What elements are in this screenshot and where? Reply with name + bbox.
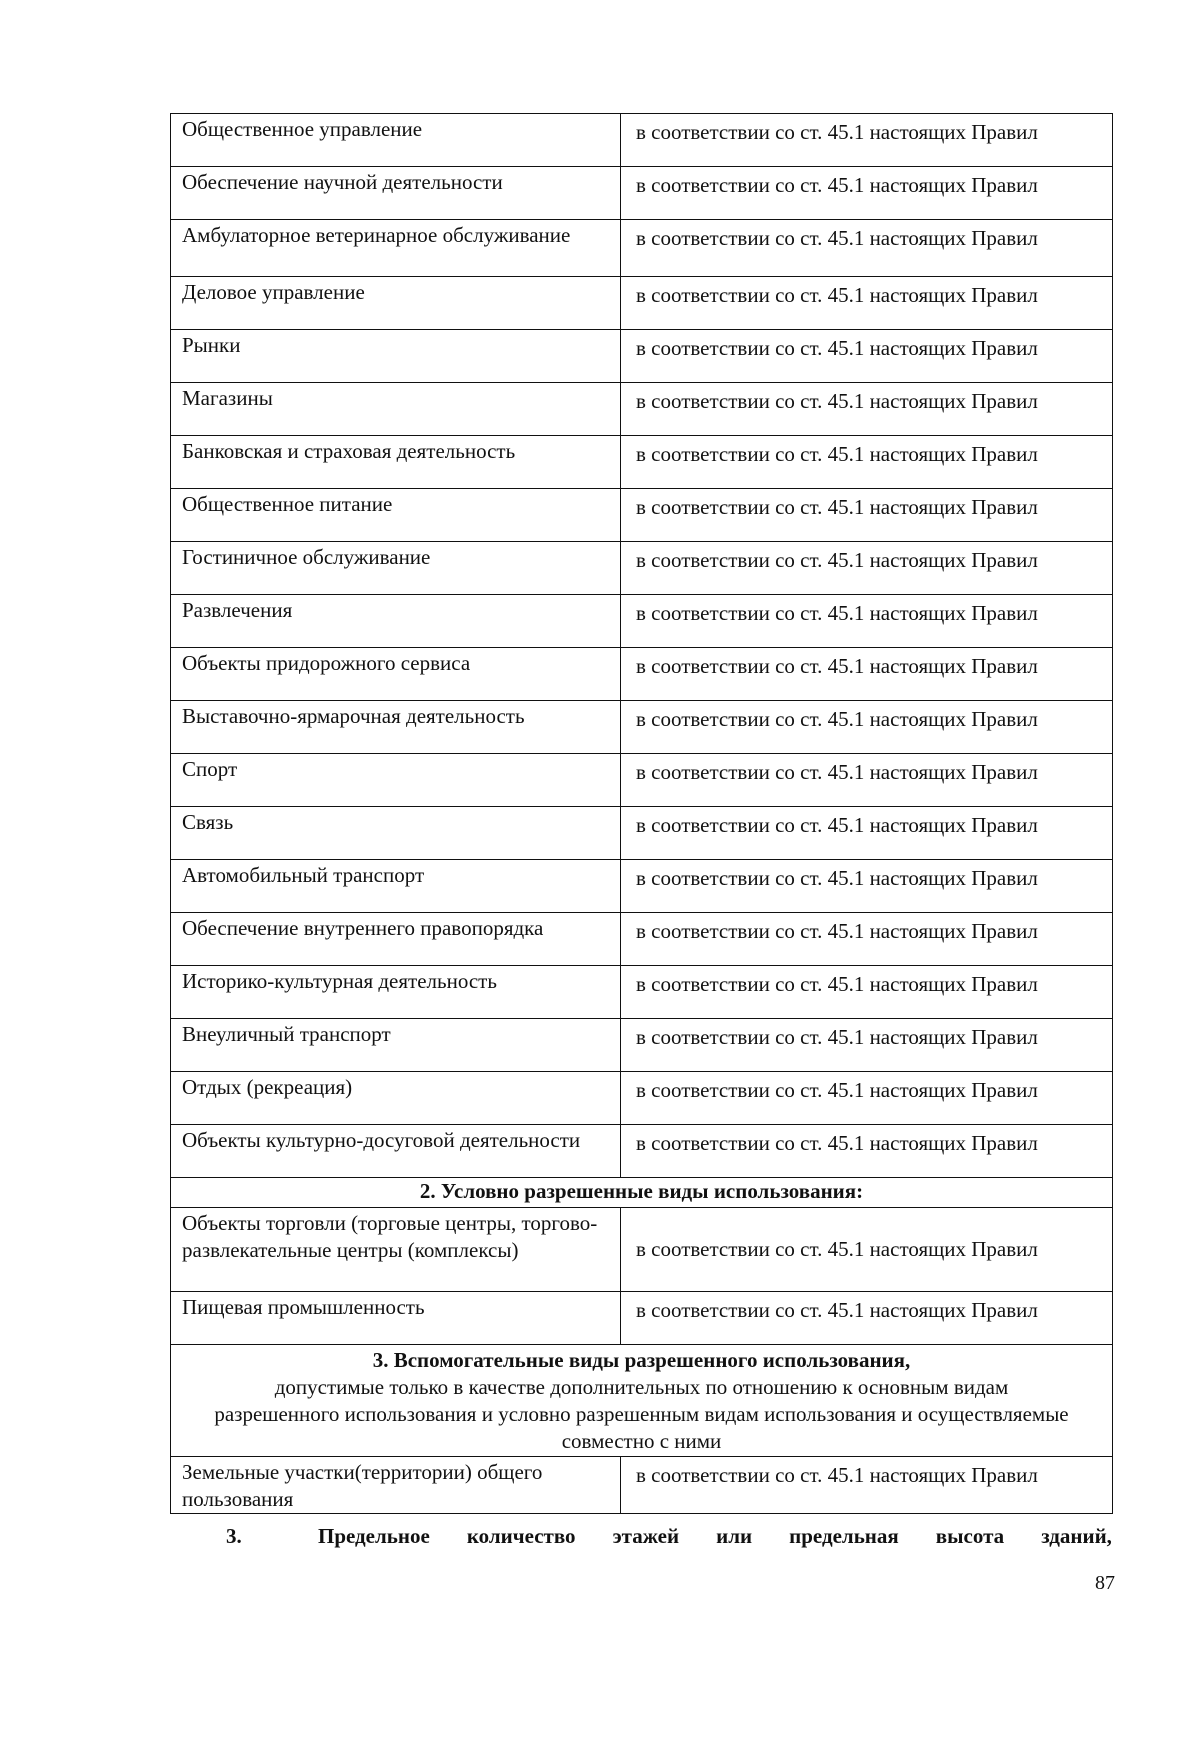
- use-reference: в соответствии со ст. 45.1 настоящих Правил: [621, 1292, 1113, 1345]
- use-reference: в соответствии со ст. 45.1 настоящих Правил: [621, 913, 1113, 966]
- use-reference: в соответствии со ст. 45.1 настоящих Правил: [621, 701, 1113, 754]
- use-name: Амбулаторное ветеринарное обслуживание: [171, 220, 621, 277]
- use-reference: в соответствии со ст. 45.1 настоящих Правил: [621, 648, 1113, 701]
- land-use-table: [170, 113, 1113, 1514]
- table-row: [171, 330, 1113, 383]
- table-row: [171, 436, 1113, 489]
- use-name: Магазины: [171, 383, 621, 436]
- section-header-row: [171, 1178, 1113, 1208]
- use-reference: в соответствии со ст. 45.1 настоящих Правил: [621, 383, 1113, 436]
- item3-word: или: [716, 1524, 753, 1548]
- use-reference: в соответствии со ст. 45.1 настоящих Правил: [621, 542, 1113, 595]
- table-row: [171, 1072, 1113, 1125]
- use-name: Внеуличный транспорт: [171, 1019, 621, 1072]
- use-name: Историко-культурная деятельность: [171, 966, 621, 1019]
- main-uses-body: [171, 114, 1113, 1514]
- table-row: [171, 966, 1113, 1019]
- use-name: Выставочно-ярмарочная деятельность: [171, 701, 621, 754]
- use-name: Развлечения: [171, 595, 621, 648]
- use-reference: в соответствии со ст. 45.1 настоящих Правил: [621, 220, 1113, 277]
- use-reference: в соответствии со ст. 45.1 настоящих Правил: [621, 277, 1113, 330]
- table-row: [171, 701, 1113, 754]
- item3-word: высота: [935, 1524, 1005, 1548]
- use-name: Автомобильный транспорт: [171, 860, 621, 913]
- use-reference: в соответствии со ст. 45.1 настоящих Правил: [621, 1072, 1113, 1125]
- item3-word: количество: [466, 1524, 576, 1548]
- table-row: [171, 913, 1113, 966]
- table-row: [171, 1019, 1113, 1072]
- use-name: Объекты торговли (торговые центры, торгово-развлекательные центры (комплексы): [171, 1208, 621, 1292]
- use-name: Гостиничное обслуживание: [171, 542, 621, 595]
- item3-number: 3.: [226, 1524, 242, 1548]
- use-reference: в соответствии со ст. 45.1 настоящих Правил: [621, 114, 1113, 167]
- table-row: [171, 754, 1113, 807]
- table-row: [171, 220, 1113, 277]
- section3-cell: [171, 1345, 1113, 1457]
- use-reference: в соответствии со ст. 45.1 настоящих Правил: [621, 966, 1113, 1019]
- item3-word: зданий,: [1041, 1524, 1112, 1548]
- use-reference: в соответствии со ст. 45.1 настоящих Правил: [621, 860, 1113, 913]
- use-name: Рынки: [171, 330, 621, 383]
- table-row: [171, 167, 1113, 220]
- table-row: [171, 1208, 1113, 1292]
- table-row: [171, 807, 1113, 860]
- use-name: Объекты придорожного сервиса: [171, 648, 621, 701]
- table-row: [171, 1457, 1113, 1514]
- item3-word: этажей: [612, 1524, 680, 1548]
- use-name: Объекты культурно-досуговой деятельности: [171, 1125, 621, 1178]
- table-row: [171, 489, 1113, 542]
- use-name: Обеспечение внутреннего правопорядка: [171, 913, 621, 966]
- use-reference: в соответствии со ст. 45.1 настоящих Правил: [621, 167, 1113, 220]
- section3-text: допустимые только в качестве дополнительных по отношению к основным видам разрешенного использования и условно разрешенным видам использования и осуществляемые совместно с ними: [214, 1375, 1069, 1453]
- use-name: Спорт: [171, 754, 621, 807]
- use-reference: в соответствии со ст. 45.1 настоящих Правил: [621, 436, 1113, 489]
- item3-heading: [226, 1524, 1112, 1549]
- table-row: [171, 860, 1113, 913]
- section-header-row: [171, 1345, 1113, 1457]
- table-row: [171, 1125, 1113, 1178]
- table-row: [171, 595, 1113, 648]
- item3-word: предельная: [789, 1524, 899, 1548]
- use-name: Деловое управление: [171, 277, 621, 330]
- use-name: Общественное управление: [171, 114, 621, 167]
- use-reference: в соответствии со ст. 45.1 настоящих Правил: [621, 1125, 1113, 1178]
- table-row: [171, 383, 1113, 436]
- use-reference: в соответствии со ст. 45.1 настоящих Правил: [621, 489, 1113, 542]
- use-name: Общественное питание: [171, 489, 621, 542]
- use-name: Пищевая промышленность: [171, 1292, 621, 1345]
- use-name: Связь: [171, 807, 621, 860]
- use-reference: в соответствии со ст. 45.1 настоящих Правил: [621, 595, 1113, 648]
- section3-title: 3. Вспомогательные виды разрешенного использования,: [372, 1348, 911, 1372]
- use-name: Обеспечение научной деятельности: [171, 167, 621, 220]
- use-reference: в соответствии со ст. 45.1 настоящих Правил: [621, 1208, 1113, 1292]
- table-row: [171, 542, 1113, 595]
- item3-words: [318, 1524, 1112, 1549]
- use-reference: в соответствии со ст. 45.1 настоящих Правил: [621, 807, 1113, 860]
- use-reference: в соответствии со ст. 45.1 настоящих Правил: [621, 754, 1113, 807]
- item3-word: Предельное: [318, 1524, 430, 1548]
- table-row: [171, 277, 1113, 330]
- use-reference: в соответствии со ст. 45.1 настоящих Правил: [621, 1457, 1113, 1514]
- use-name: Земельные участки(территории) общего пользования: [171, 1457, 621, 1514]
- table-row: [171, 1292, 1113, 1345]
- use-reference: в соответствии со ст. 45.1 настоящих Правил: [621, 330, 1113, 383]
- table-row: [171, 114, 1113, 167]
- table-row: [171, 648, 1113, 701]
- use-name: Банковская и страховая деятельность: [171, 436, 621, 489]
- use-reference: в соответствии со ст. 45.1 настоящих Правил: [621, 1019, 1113, 1072]
- section2-title: 2. Условно разрешенные виды использования:: [171, 1178, 1113, 1208]
- page-number: 87: [1095, 1572, 1115, 1594]
- use-name: Отдых (рекреация): [171, 1072, 621, 1125]
